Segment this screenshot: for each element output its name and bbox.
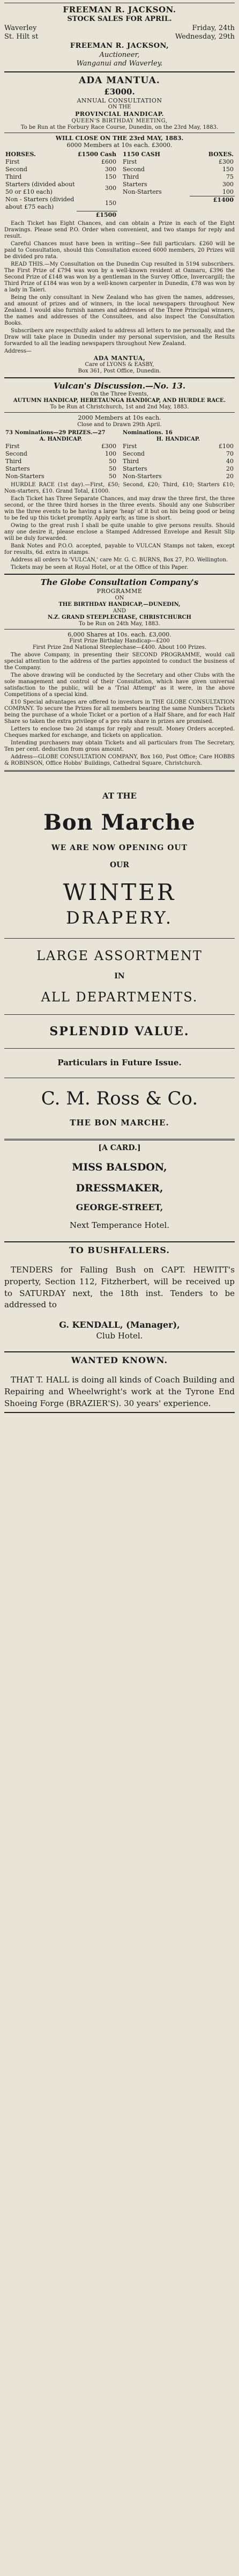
card-name: MISS BALSDON, [72, 1161, 167, 1174]
table-head: A. HANDICAP. [39, 436, 83, 442]
prize-table [4, 151, 117, 219]
ada-sub1: ANNUAL CONSULTATION [77, 97, 162, 104]
prize-table [122, 430, 235, 480]
ada-sub4: QUEEN'S BIRTHDAY MEETING, [71, 118, 168, 124]
table-head: H. HANDICAP. [156, 436, 200, 442]
ada-addr2: Box 361, Post Office, Dunedin. [78, 368, 161, 375]
bon-drapery: DRAPERY. [65, 908, 174, 928]
sale-row [4, 33, 235, 42]
vulcan-para: Each Ticket has Three Separate Chances, and may draw the three first, the three second, or the three third horses in the three events. Should any one Subscriber win the three events to be having a large 'heap' of it but on his being good or being to be fed up this ticket promptly. Apply early, as time is short. [4, 496, 235, 522]
ada-para: READ THIS.—My Consultation on the Dunedin Cup resulted in 5194 subscribers. The First Prize of £794 was won by a well-known resident at Oamaru, £396 the Second Prize of £148 was won by a gentleman in the Survey Office, Invercargill; the Third Prize of £184 was won by a well-known carpenter in Dunedin, £78 was won by a lady in Taieri. [4, 261, 235, 293]
bon-particulars: Particulars in Future Issue. [57, 1058, 182, 1068]
ada-closes: WILL CLOSE ON THE 23rd MAY, 1883. [55, 134, 184, 142]
vulcan-para: Tickets may be seen at Royal Hotel, or at the Office of this Paper. [11, 565, 189, 571]
vulcan-title: Vulcan's Discussion.—No. 13. [53, 381, 186, 391]
table-row: Starters (divided about 50 or £10 each) 300 [5, 180, 116, 195]
table-head: HORSES. [5, 150, 36, 158]
divider [4, 377, 235, 378]
divider [4, 1241, 235, 1242]
vulcan-ad [4, 381, 235, 571]
card-loc: Next Temperance Hotel. [69, 1220, 170, 1231]
divider [4, 412, 235, 413]
globe-shares: 6,000 Shares at 10s. each. £3,000. [68, 631, 171, 638]
ada-para: Careful Chances must have been in writing—See full particulars. £260 will be paid to Consultation, should this Consultation exceed 6000 members, 20 Prizes will be divided pro rata. [4, 240, 235, 260]
table-row: Second 150 [123, 165, 234, 173]
vulcan-para: Owing to the great rush I shall be quite unable to give persons results. Should any one desire it, please enclose a Stamped Addressed Envelope and Result Slip will be duly forwarded. [4, 523, 235, 542]
globe-para: Intending purchasers may obtain Tickets and all particulars from The Secretary, Ten per cent. deduction from gross amount. [4, 740, 235, 753]
table-row: Non - Starters (divided about £75 each) 150 [5, 195, 116, 211]
vulcan-closes: Close and to Drawn 29th April. [77, 421, 162, 428]
sale-row [4, 24, 235, 33]
bon-large: LARGE ASSORTMENT [36, 948, 203, 963]
wanted-title: WANTED KNOWN. [71, 1355, 168, 1365]
table-row: Starters 50 [5, 465, 116, 472]
table-row: First £300 [5, 442, 116, 450]
globe-sub4: AND [113, 608, 126, 614]
table-head: BOXES. [208, 150, 234, 158]
bushfallers-ad [4, 1245, 235, 1349]
table-row: Non-Starters 20 [123, 473, 234, 480]
ada-address-label: Address— [4, 348, 32, 354]
globe-sub6: To be Run on 24th May, 1883. [79, 620, 160, 627]
wanted-known-ad [4, 1355, 235, 1410]
divider [4, 574, 235, 575]
globe-sub5: N.Z. GRAND STEEPLECHASE, CHRISTCHURCH [48, 614, 191, 620]
table-row: Third 75 [123, 173, 234, 180]
table-row: Third 150 [5, 173, 116, 180]
ada-shares: 6000 Members at 10s each. £3000. [66, 142, 173, 149]
jackson-name: FREEMAN R. JACKSON, [70, 42, 169, 50]
vulcan-shares: 2000 Members at 10s each. [78, 414, 161, 422]
ada-signature: ADA MANTUA, [93, 354, 146, 362]
divider [4, 1351, 235, 1352]
bush-name: G. KENDALL, (Manager), [59, 1320, 180, 1330]
table-row: Non-Starters 50 [5, 473, 116, 480]
balsdon-card [4, 1144, 235, 1238]
globe-prize: First Prize Birthday Handicap—£200 [69, 638, 170, 645]
table-row: Second 70 [123, 450, 234, 457]
divider [4, 71, 235, 72]
table-row: Second 300 [5, 165, 116, 173]
divider [4, 1048, 235, 1049]
bon-store: THE BON MARCHE. [70, 1118, 169, 1128]
table-total: £1500 [4, 211, 117, 219]
table-row: Third 40 [123, 457, 234, 465]
sale-date: Friday, 24th [192, 24, 235, 32]
bon-name: Bon Marche [43, 810, 196, 836]
table-row: Second 100 [5, 450, 116, 457]
card-street: GEORGE-STREET, [76, 1202, 163, 1212]
table-row: Starters 300 [123, 180, 234, 188]
ada-title: ADA MANTUA. [79, 75, 160, 86]
bon-splendid: SPLENDID VALUE. [49, 1024, 190, 1039]
ada-addr1: Care of LYONS & EASBY, [85, 362, 154, 368]
bon-our: OUR [109, 861, 130, 870]
table-head: 73 Nominations—29 PRIZES.—27 [5, 429, 106, 436]
table-total: £1400 [122, 196, 235, 204]
divider [4, 1412, 235, 1413]
vulcan-sub1: On the Three Events, [91, 391, 148, 398]
jackson-header: FREEMAN R. JACKSON. [63, 5, 176, 14]
prize-table [122, 151, 235, 219]
table-head: £1500 Cash [77, 150, 116, 158]
globe-ad [4, 577, 235, 767]
ada-prize: £3000. [104, 86, 135, 97]
wanted-text: THAT T. HALL is doing all kinds of Coach Building and Repairing and Wheelwright's work at the Tyrone End Shoeing Forge (BRAZIER'S). 30 years' experience. [4, 1375, 235, 1408]
vulcan-sub2: AUTUMN HANDICAP, HERETAUNGA HANDICAP, AND HURDLE RACE. [13, 398, 226, 404]
sale-place: St. Hilt st [4, 33, 39, 41]
card-trade: DRESSMAKER, [76, 1182, 163, 1194]
bon-at: AT THE [102, 791, 137, 801]
divider [4, 938, 235, 939]
table-row: First £100 [123, 442, 234, 450]
divider [4, 629, 235, 630]
ada-para: Subscribers are respectfully asked to address all letters to me personally, and the Draw will take place in Dunedin under my personal supervision, and the Results forwarded to all the leading newspapers throughout New Zealand. [4, 327, 235, 347]
vulcan-sub3: To be Run at Christchurch, 1st and 2nd May, 1883. [50, 404, 189, 411]
jackson-places: Wanganui and Waverley. [76, 60, 163, 68]
bon-firm: C. M. Ross & Co. [41, 1087, 198, 1109]
ada-sub3: PROVINCIAL HANDICAP. [75, 111, 164, 118]
vulcan-para: Address all orders to 'VULCAN,' care Mr. G. C. BURNS, Box 27, P.O. Wellington. [11, 557, 228, 564]
card-label: [A CARD.] [98, 1144, 141, 1153]
jackson-ad [4, 3, 235, 69]
bon-depts: ALL DEPARTMENTS. [41, 989, 198, 1005]
globe-prize: First Prize 2nd National Steeplechase—£400. About 100 Prizes. [32, 645, 207, 651]
table-row: Non-Starters 100 [123, 188, 234, 196]
divider [4, 1014, 235, 1015]
vulcan-prize-tables [4, 430, 235, 480]
sale-place: Waverley [4, 24, 37, 32]
bon-winter: WINTER [63, 879, 176, 906]
globe-para: Address—GLOBE CONSULTATION COMPANY, Box 160, Post Office; Care HOBBS & ROBINSON, Office Hobbs' Buildings, Cathedral Square, Christchurch. [4, 754, 235, 767]
bon-marche-ad [4, 775, 235, 1136]
globe-title: The Globe Consultation Company's [40, 577, 199, 588]
bush-text: TENDERS for Falling Bush on CAPT. HEWITT's property, Section 112, Fitzherbert, will be received up to SATURDAY next, the 18th inst. Tenders to be addressed to [4, 1265, 235, 1310]
bush-title: TO BUSHFALLERS. [69, 1245, 170, 1255]
globe-para: The above Company, in presenting their SECOND PROGRAMME, would call special attention to the address of the parties appointed to conduct the business of the Company. [4, 652, 235, 671]
ada-para: Being the only consultant in New Zealand who has given the names, addresses, and amount of prizes and of winners, in the local newspapers throughout New Zealand. I would also furnish names and addresses of the Three Principal winners, the names and addresses of the Consultees, and also inspect the Consultation Books. [4, 294, 235, 326]
divider [4, 770, 235, 772]
globe-sub3: THE BIRTHDAY HANDICAP,—DUNEDIN, [58, 601, 181, 608]
ada-mantua-ad [4, 75, 235, 375]
ada-prize-tables [4, 151, 235, 219]
newspaper-column [4, 0, 235, 1417]
table-head: 1150 CASH [123, 150, 161, 158]
table-row: First £600 [5, 158, 116, 165]
jackson-role: Auctioneer, [99, 50, 140, 59]
bon-in: IN [114, 971, 125, 980]
table-row: Third 50 [5, 457, 116, 465]
ada-sub5: To be Run at the Forbury Race Course, Dunedin, on the 23rd May, 1883. [20, 124, 219, 130]
vulcan-hurdle: HURDLE RACE (1st day).—First, £50; Second, £20; Third, £10; Starters £10; Non-starters, £10. Grand Total, £1000. [4, 482, 235, 495]
divider [4, 1139, 235, 1140]
vulcan-para: Bank Notes and P.O.O. accepted, payable to VULCAN Stamps not taken, except for results, 6d. extra in stamps. [4, 543, 235, 556]
ada-sub2: ON THE [108, 104, 131, 111]
jackson-title: STOCK SALES FOR APRIL. [67, 15, 172, 24]
globe-para: The above drawing will be conducted by the Secretary and other Clubs with the sole management and control of their Consultation, which have given universal satisfaction to the public, will be a 'Trial Attempt' as it were, in the above Competitions of a special kind. [4, 672, 235, 698]
bon-opening: WE ARE NOW OPENING OUT [51, 844, 188, 853]
globe-para: Letters to enclose two 2d stamps for reply and result. Money Orders accepted. Cheques marked for exchange, and tickets on application. [4, 726, 235, 739]
bush-club: Club Hotel. [96, 1330, 143, 1341]
table-head: Nominations. 16 [123, 429, 173, 436]
sale-date: Wednesday, 29th [175, 33, 235, 41]
globe-para: £10 Special advantages are offered to investors in THE GLOBE CONSULTATION COMPANY. To secure the Prizes for all members bearing the same Numbers Tickets being the purchase of a whole Ticket or a portion of a Half Share, and for each Half Share so taken the extra privilege of a pro rata share in prizes are promised. [4, 699, 235, 725]
globe-sub2: ON [115, 595, 124, 601]
prize-table [4, 430, 117, 480]
globe-sub1: PROGRAMME [96, 588, 143, 595]
table-row: First £300 [123, 158, 234, 165]
ada-para: Each Ticket has Eight Chances, and can obtain a Prize in each of the Eight Drawings. Please send P.O. Order when convenient, and two stamps for reply and result. [4, 220, 235, 239]
table-row: Starters 20 [123, 465, 234, 472]
